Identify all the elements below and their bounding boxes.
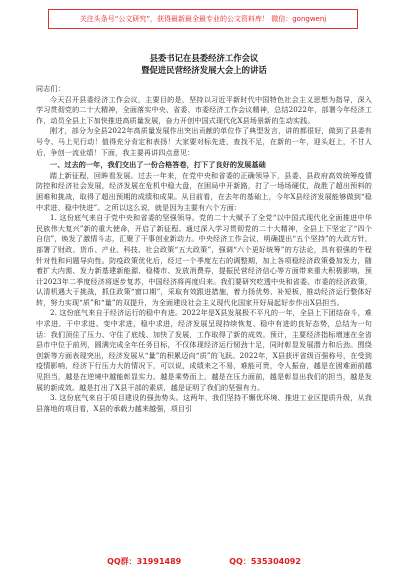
document-body xyxy=(36,52,372,414)
promo-banner-text: 关注头条号“公文研究”，获得最新最全最专业的公文资料库！ 微信：gongwenj xyxy=(79,15,327,23)
paragraph: 3. 这份底气来自于项目建设的强劲势头。这两年，我们坚持不懈优环境、推进工业区提质升级，从我县落地的项目看，X县的承载力越来越强，项目引 xyxy=(36,393,372,413)
qq-group-number: QQ群：31991489 xyxy=(107,556,182,566)
paragraph: 1. 这份底气来自于党中央和省委的坚强领导。党的二十大赋予了全党“以中国式现代化全面推进中华民族伟大复兴”新的重大使命，开启了新征程。通过深入学习贯彻党的二十大精神，全县上下坚定了“四个自信”，焕发了激情斗志，汇聚了干事创业新动力。中央经济工作会议，明确提出“五个坚持”的大政方针，部署了财政、货币、产业、科技、社会政策“五大政策”，强调“六个更好统筹”的方法论，具有很强的牛程针对性和问题导向性。防疫政策优化后，经过一个季度左右的调整期，加上各项稳经济政策叠加发力，随着扩大内需、发力新基建新能源、稳楼市、发放消费券，提振民营经济信心等方面带来重大积极影响，预计2023年二季度经济将逐步复苏，中国经济将再度归来。我们要研究吃透中央和省委、市委的经济政策，认清机遇大于挑战，抓住政策“窗口期”，采取有效跟进措施，着力扬优势、补短板，推动经济运行整体好转，努力实现“质”和“量”的双提升，为全面建设社会主义现代化国家开好局起好步作出X县担当。 xyxy=(36,213,372,307)
salutation: 同志们： xyxy=(36,84,65,93)
paragraph: 刚才，部分为全县2022年高质量发展作出突出贡献的单位作了典型发言，讲的都很好，做到了县委有号令、马上见行动！值得充分肯定和表扬！大家要对标先进，查找不足，在新的一年，迎头赶上，不甘人后，争创一流业绩！下面，我主要再讲四点意见： xyxy=(36,126,372,157)
section-heading: 一、过去的一年，我们交出了一份合格答卷，打下了良好的发展基础 xyxy=(50,160,266,170)
promo-banner xyxy=(48,9,358,29)
document-subtitle: 暨促进民营经济发展大会上的讲话 xyxy=(141,65,267,75)
document-title: 县委书记在县委经济工作会议 xyxy=(149,53,259,63)
paragraph: 踏上新征程，回眸看发展。过去一年来，在党中央和省委的正确领导下，县委、县政府高效统筹疫情防控和经济社会发展，经济发展在危机中稳大盘，在困局中开新路，打了一场场硬仗，战胜了超出预料的困难和挑战，取得了超出预期的成绩和成果。从目前看，在去年的基础上，今年X县经济发展能够做到“稳中求进、稳中快进”。之所以这么说，就是因为主要有六个方面： xyxy=(36,170,372,212)
paragraph: 2. 这份底气来自于经济运行的稳中有进。2022年是X县发展极不平凡的一年，全县上下团结奋斗，难中求进、干中求进、变中求进，稳中求进，经济发展呈现持续恢复、稳中有进的良好态势，总结为一句话：我们顶住了压力、守住了底线、加快了发展，工作取得了新的成效。预计，主要经济指标增速在全省县市中位于前列，圆满完成全年任务目标，不仅体现经济运行韧劲十足，同时彰显发展潜力和后劲。围绕创新等方面表现突出，经济发展从“量”的积累迈向“质”的飞跃。2022年，X县获评省级百强称号，在受到疫情影响，经济下行压力大的情况下，可以说，成绩来之不易，难能可贵，令人振奋，越是在困难面前越见担当，越是在逆境中越能彰显实力。越是乘势而上，越是在压力面前，越是彰显出我们的担当，越是发展的新成效。越是打出了X县干部的素质，越是证明了我们的坚强有力。 xyxy=(36,308,372,392)
contact-footer xyxy=(0,553,408,569)
qq-number: QQ：535304092 xyxy=(229,556,301,566)
paragraph: 今天召开县委经济工作会议，主要目的是，坚持以习近平新时代中国特色社会主义思想为指导，深入学习贯彻党的二十大精神，全面落实中央、省委、市委经济工作会议精神，总结2022年，部署今年经济工作，动员全县上下加快推进高质量发展，奋力开创中国式现代化X县场景新的生动实践。 xyxy=(36,94,372,125)
